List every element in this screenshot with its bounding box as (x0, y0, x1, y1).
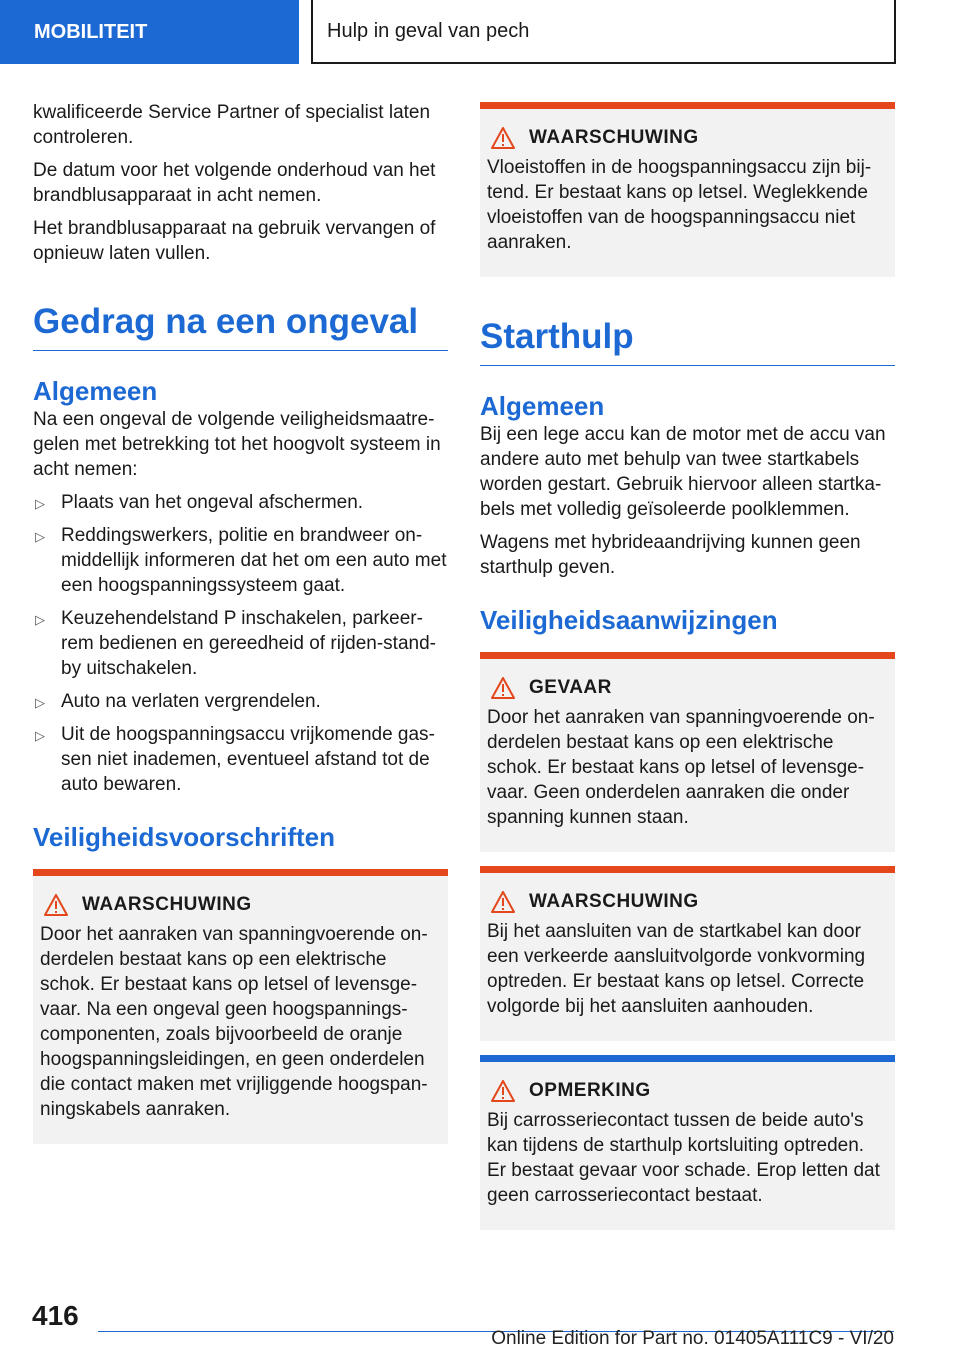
triangle-bullet-icon: ▷ (35, 612, 45, 627)
note-box-header (487, 1080, 887, 1102)
list-item: ▷ Reddingswerkers, politie en brandweer onmiddellijk informeren dat het om een auto met een hoogspanningssysteem gaat. (35, 525, 447, 596)
danger-box-title: GEVAAR (529, 677, 612, 698)
paragraph: Het brandblusapparaat na gebruik vervangen of opnieuw laten vullen. (33, 218, 436, 264)
paragraph: kwalificeerde Service Partner of specialist laten controleren. (33, 102, 431, 148)
note-box-text: Bij carrosseriecontact tussen de beide auto's kan tijdens de starthulp kortsluiting optreden. Er bestaat gevaar voor schade. Erop letten dat geen carrosseriecontact bestaat. (487, 1110, 880, 1206)
left-column (33, 100, 448, 1144)
header-chapter (311, 0, 896, 64)
paragraph: De datum voor het volgende onderhoud van het brandblusapparaat in acht nemen. (33, 160, 436, 206)
triangle-bullet-icon: ▷ (35, 529, 45, 544)
warning-box-title: WAARSCHUWING (82, 894, 252, 915)
warning-triangle-icon (491, 891, 515, 913)
paragraph: Na een ongeval de volgende veiligheidsmaatregelen met betrekking tot het hoogvolt systeem in acht nemen: (33, 409, 441, 480)
warning-triangle-icon (491, 677, 515, 699)
right-column (480, 102, 895, 1230)
subsection-title-aanwijzingen: Veiligheidsaanwijzingen (480, 605, 778, 635)
paragraph: Wagens met hybrideaandrijving kunnen geen starthulp geven. (480, 532, 861, 578)
danger-box-text: Door het aanraken van spanningvoerende onderdelen bestaat kans op een elektrische schok. Er bestaat kans op letsel of levensgevaar. Geen onderdelen aanraken die onder spanning kunnen staan. (487, 707, 875, 828)
triangle-bullet-icon: ▷ (35, 496, 45, 511)
bullet-list (33, 490, 448, 797)
subsection-title-algemeen: Algemeen (480, 391, 605, 421)
warning-triangle-icon (44, 894, 68, 916)
warning-box-text: Vloeistoffen in de hoogspanningsaccu zijn bijtend. Er bestaat kans op letsel. Weglekkende vloeistoffen van de hoogspanningsaccu niet aanraken. (487, 157, 872, 253)
list-item: ▷ Plaats van het ongeval afschermen. (33, 490, 448, 515)
warning-triangle-icon (491, 127, 515, 149)
page-number: 416 (32, 1300, 79, 1331)
note-box-title: OPMERKING (529, 1080, 651, 1101)
header-section (0, 0, 299, 64)
header-section-label: MOBILITEIT (34, 20, 148, 43)
paragraph: Bij een lege accu kan de motor met de accu van andere auto met behulp van twee startkabels worden gestart. Gebruik hiervoor alleen startkabels met volledig geïsoleerde poolklemmen. (480, 424, 886, 520)
warning-box-title: WAARSCHUWING (529, 891, 699, 912)
list-item: ▷ Keuzehendelstand P inschakelen, parkeerrem bedienen en gereedheid of rijden-stand-by uitschakelen. (35, 608, 436, 679)
subsection-title-voorschriften: Veiligheidsvoorschriften (33, 822, 335, 852)
section-title-starthulp: Starthulp (480, 315, 895, 366)
triangle-bullet-icon: ▷ (35, 728, 45, 743)
header-chapter-label: Hulp in geval van pech (327, 19, 530, 42)
warning-box (480, 866, 895, 1041)
warning-box-header (487, 127, 887, 149)
note-box (480, 1055, 895, 1230)
danger-box (480, 652, 895, 852)
warning-box (480, 102, 895, 277)
warning-box-text: Door het aanraken van spanningvoerende onderdelen bestaat kans op een elektrische schok. Er bestaat kans op letsel of levensgevaar. Na een ongeval geen hoogspanningscomponenten, zoals bijvoorbeeld de oranje hoogspanningsleidingen, en geen onderdelen die contact maken met vrijliggende hoogspanningskabels aanraken. (40, 924, 428, 1120)
list-item: ▷ Auto na verlaten vergrendelen. (33, 689, 448, 714)
warning-box-text: Bij het aansluiten van de startkabel kan door een verkeerde aansluitvolgorde vonkvorming optreden. Er bestaat kans op letsel. Correcte volgorde bij het aansluiten aanhouden. (487, 921, 866, 1017)
warning-triangle-icon (491, 1080, 515, 1102)
warning-box-title: WAARSCHUWING (529, 127, 699, 148)
warning-box-header (40, 894, 440, 916)
footer-edition: Online Edition for Part no. 01405A111C9 - VI/20 (491, 1328, 894, 1349)
warning-box (33, 869, 448, 1144)
subsection-title-algemeen: Algemeen (33, 376, 158, 406)
section-title-ongeval: Gedrag na een ongeval (33, 300, 448, 351)
list-item: ▷ Uit de hoogspanningsaccu vrijkomende gassen niet inademen, eventueel afstand tot de auto bewaren. (35, 724, 435, 795)
danger-box-header (487, 677, 887, 699)
triangle-bullet-icon: ▷ (35, 695, 45, 710)
warning-box-header (487, 891, 887, 913)
